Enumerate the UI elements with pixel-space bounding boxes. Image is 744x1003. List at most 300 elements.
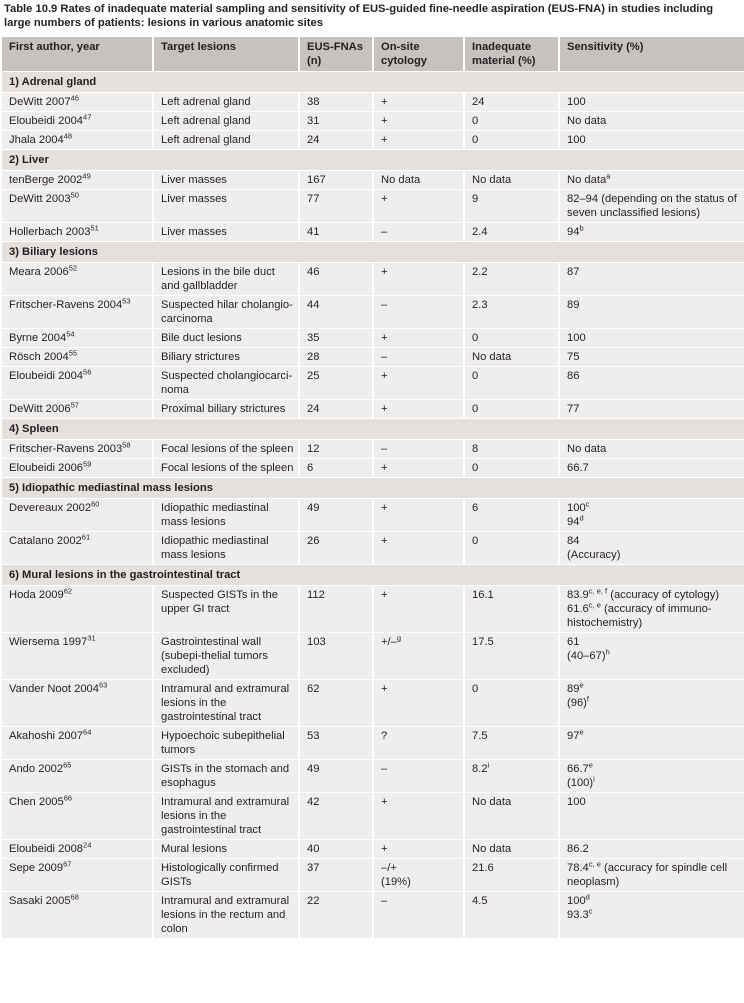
cytology-line — [381, 894, 459, 908]
inadequate-value: 21.6 — [472, 862, 494, 874]
cell-sensitivity — [559, 859, 744, 892]
cell-sensitivity — [559, 586, 744, 633]
cell-cytology — [373, 400, 464, 419]
cytology-value: + — [381, 843, 388, 855]
cytology-value: + — [381, 115, 388, 127]
cell-cytology — [373, 760, 464, 793]
cell-sensitivity — [559, 793, 744, 840]
inadequate-value: 4.5 — [472, 895, 488, 907]
cell-target: Left adrenal gland — [153, 131, 299, 150]
cell-target: Liver masses — [153, 171, 299, 190]
section-row — [2, 150, 744, 171]
cell-inadequate — [464, 760, 559, 793]
table-row — [2, 131, 744, 150]
inadequate-value: 0 — [472, 332, 479, 344]
cell-inadequate — [464, 296, 559, 329]
inadequate-line — [472, 192, 554, 206]
sensitivity-footnote: a — [606, 171, 611, 181]
cytology-value: + — [381, 683, 388, 695]
cell-cytology — [373, 680, 464, 727]
sensitivity-extra-note: (accuracy of immuno-histochemistry) — [567, 603, 712, 629]
reference-number: 66 — [63, 793, 73, 803]
cell-cytology — [373, 459, 464, 478]
cell-sensitivity — [559, 633, 744, 680]
cell-inadequate — [464, 223, 559, 242]
sensitivity-value: 89 — [567, 299, 580, 311]
sensitivity-extra-footnote: i — [593, 774, 595, 784]
section-row — [2, 419, 744, 440]
author-name: Meara 2006 — [9, 266, 69, 278]
cytology-value: + — [381, 193, 388, 205]
cell-n: 103 — [299, 633, 373, 680]
sensitivity-footnote: e — [588, 760, 593, 770]
sensitivity-extra-value: 61.6 — [567, 603, 589, 615]
cell-author — [2, 532, 153, 565]
section-title: 1) Adrenal gland — [2, 72, 744, 93]
cell-sensitivity — [559, 892, 744, 939]
sensitivity-extra-value: 93.3 — [567, 909, 589, 921]
cell-author — [2, 93, 153, 112]
author-name: Jhala 2004 — [9, 134, 64, 146]
cell-inadequate — [464, 499, 559, 532]
cell-target: Gastrointestinal wall (subepi-thelial tumors excluded) — [153, 633, 299, 680]
cell-target: Hypoechoic subepithelial tumors — [153, 727, 299, 760]
cell-cytology — [373, 727, 464, 760]
cell-target: Suspected hilar cholangio-carcinoma — [153, 296, 299, 329]
inadequate-line — [472, 225, 554, 239]
inadequate-line — [472, 795, 554, 809]
inadequate-line — [472, 369, 554, 383]
author-name: Eloubeidi 2004 — [9, 370, 84, 382]
cytology-line — [381, 225, 459, 239]
reference-number: 24 — [83, 840, 92, 850]
cell-n: 41 — [299, 223, 373, 242]
inadequate-value: 6 — [472, 502, 479, 514]
sensitivity-footnote: e — [579, 680, 584, 690]
cell-inadequate — [464, 840, 559, 859]
cell-author — [2, 727, 153, 760]
author-name: Eloubeidi 2008 — [9, 843, 84, 855]
author-name: Eloubeidi 2004 — [9, 115, 84, 127]
cell-n: 35 — [299, 329, 373, 348]
section-title: 6) Mural lesions in the gastrointestinal tract — [2, 565, 744, 586]
sensitivity-value: No data — [567, 115, 607, 127]
sensitivity-footnote: c, e — [588, 859, 601, 869]
sensitivity-value: 89 — [567, 683, 580, 695]
table-row — [2, 400, 744, 419]
sensitivity-line — [567, 114, 740, 128]
cell-cytology — [373, 296, 464, 329]
cytology-value: +/– — [381, 636, 397, 648]
cell-target: Mural lesions — [153, 840, 299, 859]
sensitivity-value: 66.7 — [567, 462, 589, 474]
cytology-line — [381, 795, 459, 809]
sensitivity-line — [567, 861, 740, 889]
cell-target: Left adrenal gland — [153, 112, 299, 131]
inadequate-value: 24 — [472, 96, 485, 108]
cytology-value: + — [381, 502, 388, 514]
sensitivity-value: 100 — [567, 502, 586, 514]
cytology-value: + — [381, 403, 388, 415]
cytology-line — [381, 95, 459, 109]
sensitivity-line — [567, 501, 740, 515]
reference-number: 65 — [63, 760, 72, 770]
cell-sensitivity — [559, 840, 744, 859]
table-row — [2, 680, 744, 727]
section-title: 2) Liver — [2, 150, 744, 171]
cell-inadequate — [464, 112, 559, 131]
sensitivity-value: 87 — [567, 266, 580, 278]
cell-inadequate — [464, 348, 559, 367]
cell-sensitivity — [559, 348, 744, 367]
sensitivity-extra-footnote: c, e — [588, 600, 601, 610]
inadequate-line — [472, 501, 554, 515]
sensitivity-line — [567, 133, 740, 147]
cell-cytology — [373, 532, 464, 565]
inadequate-line — [472, 265, 554, 279]
cell-author — [2, 586, 153, 633]
inadequate-value: 16.1 — [472, 589, 494, 601]
cell-n: 25 — [299, 367, 373, 400]
cell-author — [2, 499, 153, 532]
inadequate-line — [472, 331, 554, 345]
inadequate-line — [472, 95, 554, 109]
reference-number: 62 — [63, 586, 73, 596]
cell-sensitivity — [559, 296, 744, 329]
cytology-value: – — [381, 763, 388, 775]
inadequate-line — [472, 298, 554, 312]
author-name: Wiersema 1997 — [9, 636, 88, 648]
sensitivity-value: 100 — [567, 332, 586, 344]
sensitivity-value: No data — [567, 443, 607, 455]
inadequate-line — [472, 534, 554, 548]
reference-number: 50 — [70, 190, 79, 200]
inadequate-line — [472, 762, 554, 776]
cytology-value: + — [381, 266, 388, 278]
sensitivity-line — [567, 894, 740, 908]
table-row — [2, 793, 744, 840]
reference-number: 46 — [70, 93, 79, 103]
cell-cytology — [373, 586, 464, 633]
sensitivity-line — [567, 173, 740, 187]
section-title: 4) Spleen — [2, 419, 744, 440]
cytology-line — [381, 842, 459, 856]
cytology-line — [381, 114, 459, 128]
cell-cytology — [373, 131, 464, 150]
author-name: Fritscher-Ravens 2003 — [9, 443, 123, 455]
sensitivity-value: 86.2 — [567, 843, 589, 855]
cell-inadequate — [464, 263, 559, 296]
sensitivity-line — [567, 534, 740, 548]
inadequate-line — [472, 635, 554, 649]
cytology-line — [381, 192, 459, 206]
inadequate-value: 0 — [472, 134, 479, 146]
sensitivity-line — [567, 225, 740, 239]
cell-target: Lesions in the bile duct and gallbladder — [153, 263, 299, 296]
cell-cytology — [373, 263, 464, 296]
table-row — [2, 348, 744, 367]
cell-target: Liver masses — [153, 190, 299, 223]
cell-target: Bile duct lesions — [153, 329, 299, 348]
cell-target: Proximal biliary strictures — [153, 400, 299, 419]
sensitivity-value: 97 — [567, 730, 580, 742]
table-row — [2, 440, 744, 459]
sensitivity-footnote: d — [585, 892, 590, 902]
cell-n: 24 — [299, 131, 373, 150]
sensitivity-footnote: e — [579, 727, 584, 737]
inadequate-line — [472, 350, 554, 364]
cell-sensitivity — [559, 532, 744, 565]
cell-author — [2, 131, 153, 150]
inadequate-value: 8 — [472, 443, 479, 455]
sensitivity-value: 84 — [567, 535, 580, 547]
cell-sensitivity — [559, 367, 744, 400]
inadequate-line — [472, 114, 554, 128]
reference-number: 49 — [82, 171, 91, 181]
cell-author — [2, 329, 153, 348]
table-body — [2, 72, 744, 939]
sensitivity-note: (accuracy for spindle cell neoplasm) — [567, 862, 728, 888]
cytology-line — [381, 461, 459, 475]
cell-sensitivity — [559, 727, 744, 760]
reference-number: 48 — [63, 131, 73, 141]
cytology-value: + — [381, 370, 388, 382]
cell-n: 28 — [299, 348, 373, 367]
cell-target: Suspected GISTs in the upper GI tract — [153, 586, 299, 633]
cell-cytology — [373, 892, 464, 939]
cell-inadequate — [464, 367, 559, 400]
cell-cytology — [373, 840, 464, 859]
cell-inadequate — [464, 459, 559, 478]
cell-sensitivity — [559, 680, 744, 727]
inadequate-value: 0 — [472, 462, 479, 474]
cell-inadequate — [464, 171, 559, 190]
col-header-cytology: On-site cytology — [373, 37, 464, 72]
cell-inadequate — [464, 400, 559, 419]
cell-cytology — [373, 499, 464, 532]
cytology-line — [381, 762, 459, 776]
reference-number: 47 — [83, 112, 92, 122]
inadequate-line — [472, 894, 554, 908]
sensitivity-value: 94 — [567, 226, 580, 238]
sensitivity-extra-line — [567, 602, 740, 630]
inadequate-line — [472, 402, 554, 416]
sensitivity-extra-footnote: c — [588, 906, 593, 916]
sensitivity-extra-line — [567, 776, 740, 790]
table-row — [2, 499, 744, 532]
sensitivity-value: 86 — [567, 370, 580, 382]
cell-cytology — [373, 171, 464, 190]
table-row — [2, 633, 744, 680]
cell-inadequate — [464, 532, 559, 565]
cell-author — [2, 367, 153, 400]
inadequate-value: 0 — [472, 115, 479, 127]
sensitivity-value: 83.9 — [567, 589, 589, 601]
cell-sensitivity — [559, 329, 744, 348]
cell-cytology — [373, 93, 464, 112]
cell-cytology — [373, 329, 464, 348]
sensitivity-extra-footnote: d — [579, 513, 584, 523]
cell-author — [2, 190, 153, 223]
cell-n: 22 — [299, 892, 373, 939]
cell-cytology — [373, 112, 464, 131]
cytology-value: – — [381, 351, 388, 363]
cell-author — [2, 760, 153, 793]
cytology-value: – — [381, 299, 388, 311]
cell-n: 12 — [299, 440, 373, 459]
cell-sensitivity — [559, 459, 744, 478]
cell-author — [2, 263, 153, 296]
cell-inadequate — [464, 793, 559, 840]
cell-sensitivity — [559, 190, 744, 223]
reference-number: 55 — [68, 348, 78, 358]
inadequate-value: No data — [472, 174, 512, 186]
cell-cytology — [373, 348, 464, 367]
sensitivity-value: 100 — [567, 796, 586, 808]
cell-author — [2, 633, 153, 680]
inadequate-value: 0 — [472, 370, 479, 382]
cell-n: 77 — [299, 190, 373, 223]
sensitivity-value: 78.4 — [567, 862, 589, 874]
cytology-value: + — [381, 535, 388, 547]
inadequate-value: 9 — [472, 193, 479, 205]
author-name: Fritscher-Ravens 2004 — [9, 299, 123, 311]
cell-n: 49 — [299, 760, 373, 793]
cell-author — [2, 840, 153, 859]
inadequate-value: 8.2 — [472, 763, 488, 775]
author-name: Vander Noot 2004 — [9, 683, 99, 695]
author-name: Hoda 2009 — [9, 589, 64, 601]
col-header-n: EUS-FNAs (n) — [299, 37, 373, 72]
sensitivity-extra-value: (96) — [567, 697, 587, 709]
table-row — [2, 329, 744, 348]
inadequate-line — [472, 133, 554, 147]
cell-n: 46 — [299, 263, 373, 296]
table-row — [2, 223, 744, 242]
reference-number: 51 — [90, 223, 99, 233]
sensitivity-value: 61 — [567, 636, 580, 648]
cell-target: Left adrenal gland — [153, 93, 299, 112]
section-row — [2, 478, 744, 499]
sensitivity-extra-line — [567, 696, 740, 710]
sensitivity-line — [567, 795, 740, 809]
reference-number: 52 — [68, 263, 78, 273]
sensitivity-footnote: c, e, f — [588, 586, 608, 596]
reference-number: 31 — [87, 633, 96, 643]
cytology-extra-line — [381, 875, 459, 889]
cytology-value: – — [381, 443, 388, 455]
cell-sensitivity — [559, 223, 744, 242]
cell-inadequate — [464, 680, 559, 727]
inadequate-value: No data — [472, 843, 512, 855]
table-row — [2, 532, 744, 565]
cytology-line — [381, 682, 459, 696]
table-row — [2, 367, 744, 400]
cytology-value: + — [381, 134, 388, 146]
cell-author — [2, 112, 153, 131]
cytology-line — [381, 501, 459, 515]
cell-inadequate — [464, 586, 559, 633]
cell-inadequate — [464, 892, 559, 939]
sensitivity-line — [567, 461, 740, 475]
author-name: DeWitt 2006 — [9, 403, 71, 415]
cytology-line — [381, 635, 459, 649]
sensitivity-extra-line — [567, 548, 740, 562]
cytology-value: + — [381, 332, 388, 344]
cell-sensitivity — [559, 131, 744, 150]
cell-target: Liver masses — [153, 223, 299, 242]
cell-author — [2, 892, 153, 939]
cytology-extra-value: (19%) — [381, 876, 411, 888]
cell-target: GISTs in the stomach and esophagus — [153, 760, 299, 793]
sensitivity-footnote: b — [579, 223, 584, 233]
sensitivity-value: No data — [567, 174, 607, 186]
inadequate-line — [472, 861, 554, 875]
cell-author — [2, 400, 153, 419]
sensitivity-value: 66.7 — [567, 763, 589, 775]
cytology-value: –/+ — [381, 862, 397, 874]
sensitivity-line — [567, 192, 740, 220]
cell-sensitivity — [559, 440, 744, 459]
cell-n: 53 — [299, 727, 373, 760]
inadequate-value: 2.3 — [472, 299, 488, 311]
reference-number: 56 — [83, 367, 92, 377]
cell-target: Idiopathic mediastinal mass lesions — [153, 532, 299, 565]
cell-author — [2, 171, 153, 190]
table-row — [2, 840, 744, 859]
author-name: Rösch 2004 — [9, 351, 69, 363]
sensitivity-value: 75 — [567, 351, 580, 363]
sensitivity-value: 77 — [567, 403, 580, 415]
sensitivity-line — [567, 350, 740, 364]
sensitivity-line — [567, 635, 740, 649]
table-row — [2, 93, 744, 112]
cell-author — [2, 459, 153, 478]
cell-target: Intramural and extramural lesions in the gastrointestinal tract — [153, 793, 299, 840]
col-header-inadequate: Inadequate material (%) — [464, 37, 559, 72]
inadequate-line — [472, 729, 554, 743]
sensitivity-line — [567, 298, 740, 312]
col-header-target: Target lesions — [153, 37, 299, 72]
inadequate-value: 2.4 — [472, 226, 488, 238]
cytology-line — [381, 588, 459, 602]
sensitivity-line — [567, 729, 740, 743]
reference-number: 68 — [70, 892, 79, 902]
cell-inadequate — [464, 859, 559, 892]
cell-sensitivity — [559, 400, 744, 419]
cell-n: 26 — [299, 532, 373, 565]
cell-n: 44 — [299, 296, 373, 329]
cell-sensitivity — [559, 93, 744, 112]
inadequate-value: 0 — [472, 535, 479, 547]
table-row — [2, 892, 744, 939]
cell-cytology — [373, 440, 464, 459]
section-row — [2, 242, 744, 263]
inadequate-value: No data — [472, 351, 512, 363]
cell-author — [2, 680, 153, 727]
sensitivity-extra-footnote: f — [586, 694, 589, 704]
cell-target: Histologically confirmed GISTs — [153, 859, 299, 892]
cell-n: 167 — [299, 171, 373, 190]
cell-n: 112 — [299, 586, 373, 633]
cytology-line — [381, 534, 459, 548]
sensitivity-extra-line — [567, 515, 740, 529]
reference-number: 54 — [66, 329, 75, 339]
cytology-footnote: g — [396, 633, 402, 643]
cell-n: 38 — [299, 93, 373, 112]
cell-sensitivity — [559, 171, 744, 190]
cytology-line — [381, 331, 459, 345]
